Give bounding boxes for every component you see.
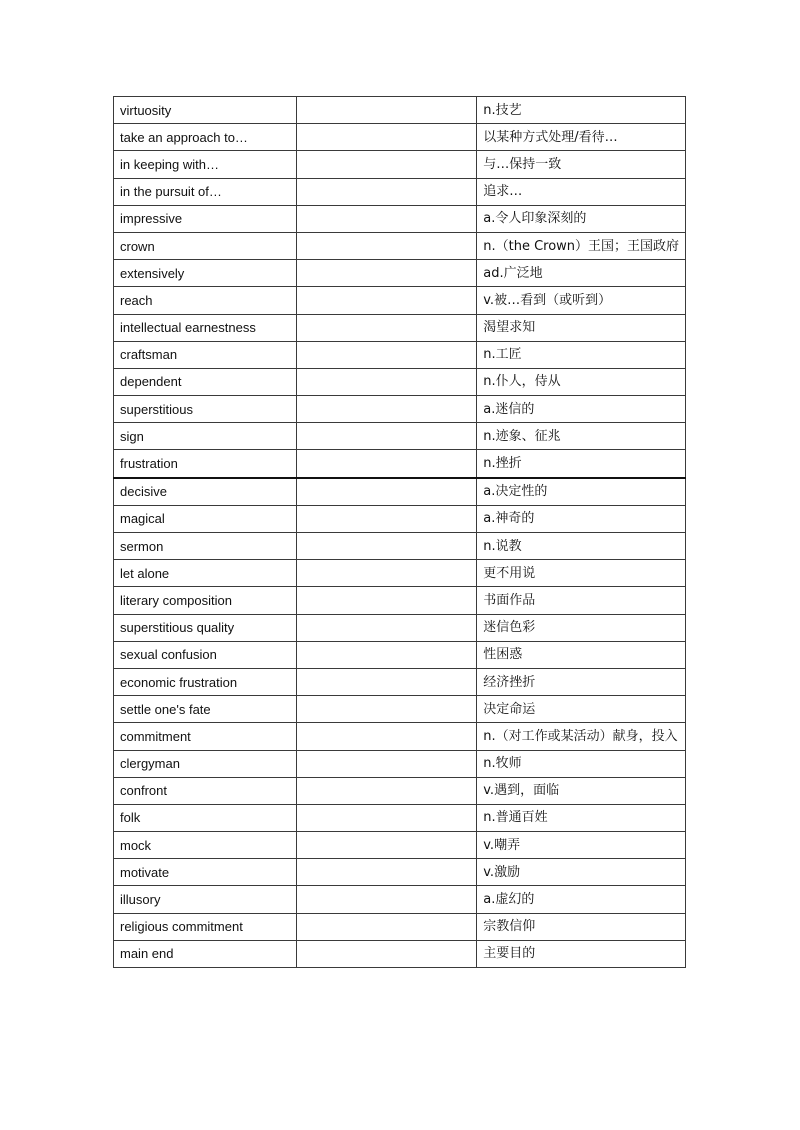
- definition-cell: n.迹象、征兆: [477, 423, 686, 450]
- term-cell: in the pursuit of…: [114, 178, 297, 205]
- table-row: [114, 940, 686, 967]
- table-row: [114, 505, 686, 532]
- blank-cell: [296, 886, 477, 913]
- table-row: [114, 178, 686, 205]
- definition-cell: 更不用说: [477, 560, 686, 587]
- definition-cell: n.说教: [477, 533, 686, 560]
- definition-cell: 经济挫折: [477, 668, 686, 695]
- blank-cell: [296, 940, 477, 967]
- term-cell: dependent: [114, 368, 297, 395]
- definition-cell: 主要目的: [477, 940, 686, 967]
- definition-cell: 追求…: [477, 178, 686, 205]
- table-row: [114, 368, 686, 395]
- definition-cell: n.普通百姓: [477, 804, 686, 831]
- definition-cell: n.（the Crown）王国；王国政府: [477, 232, 686, 259]
- term-cell: main end: [114, 940, 297, 967]
- definition-cell: n.仆人，侍从: [477, 368, 686, 395]
- term-cell: folk: [114, 804, 297, 831]
- table-row: [114, 587, 686, 614]
- definition-cell: v.遇到，面临: [477, 777, 686, 804]
- blank-cell: [296, 232, 477, 259]
- table-row: [114, 423, 686, 450]
- definition-cell: a.神奇的: [477, 505, 686, 532]
- blank-cell: [296, 859, 477, 886]
- table-row: [114, 450, 686, 478]
- term-cell: superstitious: [114, 396, 297, 423]
- definition-cell: 宗教信仰: [477, 913, 686, 940]
- term-cell: mock: [114, 832, 297, 859]
- blank-cell: [296, 641, 477, 668]
- blank-cell: [296, 205, 477, 232]
- term-cell: economic frustration: [114, 668, 297, 695]
- blank-cell: [296, 696, 477, 723]
- term-cell: extensively: [114, 260, 297, 287]
- blank-cell: [296, 587, 477, 614]
- definition-cell: v.嘲弄: [477, 832, 686, 859]
- table-row: [114, 232, 686, 259]
- table-row: [114, 124, 686, 151]
- definition-cell: 性困惑: [477, 641, 686, 668]
- table-row: [114, 478, 686, 506]
- table-row: [114, 886, 686, 913]
- definition-cell: a.决定性的: [477, 478, 686, 506]
- blank-cell: [296, 505, 477, 532]
- definition-cell: a.迷信的: [477, 396, 686, 423]
- blank-cell: [296, 260, 477, 287]
- definition-cell: n.（对工作或某活动）献身，投入: [477, 723, 686, 750]
- blank-cell: [296, 913, 477, 940]
- blank-cell: [296, 668, 477, 695]
- blank-cell: [296, 178, 477, 205]
- definition-cell: a.令人印象深刻的: [477, 205, 686, 232]
- definition-cell: n.挫折: [477, 450, 686, 478]
- term-cell: take an approach to…: [114, 124, 297, 151]
- definition-cell: v.激励: [477, 859, 686, 886]
- blank-cell: [296, 478, 477, 506]
- term-cell: in keeping with…: [114, 151, 297, 178]
- blank-cell: [296, 314, 477, 341]
- table-row: [114, 287, 686, 314]
- table-row: [114, 151, 686, 178]
- term-cell: let alone: [114, 560, 297, 587]
- table-row: [114, 804, 686, 831]
- definition-cell: 与…保持一致: [477, 151, 686, 178]
- blank-cell: [296, 777, 477, 804]
- blank-cell: [296, 341, 477, 368]
- table-row: [114, 696, 686, 723]
- table-row: [114, 314, 686, 341]
- definition-cell: n.牧师: [477, 750, 686, 777]
- blank-cell: [296, 423, 477, 450]
- term-cell: virtuosity: [114, 97, 297, 124]
- term-cell: motivate: [114, 859, 297, 886]
- blank-cell: [296, 151, 477, 178]
- blank-cell: [296, 97, 477, 124]
- table-row: [114, 750, 686, 777]
- term-cell: crown: [114, 232, 297, 259]
- term-cell: religious commitment: [114, 913, 297, 940]
- table-row: [114, 560, 686, 587]
- term-cell: illusory: [114, 886, 297, 913]
- table-row: [114, 396, 686, 423]
- blank-cell: [296, 750, 477, 777]
- table-row: [114, 205, 686, 232]
- definition-cell: ad.广泛地: [477, 260, 686, 287]
- definition-cell: a.虚幻的: [477, 886, 686, 913]
- term-cell: clergyman: [114, 750, 297, 777]
- term-cell: magical: [114, 505, 297, 532]
- definition-cell: n.技艺: [477, 97, 686, 124]
- term-cell: intellectual earnestness: [114, 314, 297, 341]
- table-row: [114, 913, 686, 940]
- definition-cell: v.被…看到（或听到）: [477, 287, 686, 314]
- term-cell: sexual confusion: [114, 641, 297, 668]
- definition-cell: 决定命运: [477, 696, 686, 723]
- vocabulary-table-body: [114, 97, 686, 968]
- term-cell: craftsman: [114, 341, 297, 368]
- blank-cell: [296, 396, 477, 423]
- definition-cell: 书面作品: [477, 587, 686, 614]
- definition-cell: 以某种方式处理/看待…: [477, 124, 686, 151]
- blank-cell: [296, 560, 477, 587]
- table-row: [114, 97, 686, 124]
- table-row: [114, 859, 686, 886]
- term-cell: literary composition: [114, 587, 297, 614]
- definition-cell: 渴望求知: [477, 314, 686, 341]
- table-row: [114, 668, 686, 695]
- term-cell: commitment: [114, 723, 297, 750]
- term-cell: settle one's fate: [114, 696, 297, 723]
- blank-cell: [296, 368, 477, 395]
- blank-cell: [296, 287, 477, 314]
- term-cell: impressive: [114, 205, 297, 232]
- table-row: [114, 641, 686, 668]
- blank-cell: [296, 614, 477, 641]
- definition-cell: n.工匠: [477, 341, 686, 368]
- table-row: [114, 260, 686, 287]
- term-cell: superstitious quality: [114, 614, 297, 641]
- term-cell: decisive: [114, 478, 297, 506]
- definition-cell: 迷信色彩: [477, 614, 686, 641]
- blank-cell: [296, 804, 477, 831]
- blank-cell: [296, 723, 477, 750]
- table-row: [114, 341, 686, 368]
- table-row: [114, 723, 686, 750]
- table-row: [114, 777, 686, 804]
- term-cell: reach: [114, 287, 297, 314]
- table-row: [114, 533, 686, 560]
- vocabulary-table: [113, 96, 686, 968]
- table-row: [114, 832, 686, 859]
- blank-cell: [296, 832, 477, 859]
- term-cell: frustration: [114, 450, 297, 478]
- blank-cell: [296, 124, 477, 151]
- blank-cell: [296, 533, 477, 560]
- term-cell: sign: [114, 423, 297, 450]
- term-cell: confront: [114, 777, 297, 804]
- table-row: [114, 614, 686, 641]
- blank-cell: [296, 450, 477, 478]
- term-cell: sermon: [114, 533, 297, 560]
